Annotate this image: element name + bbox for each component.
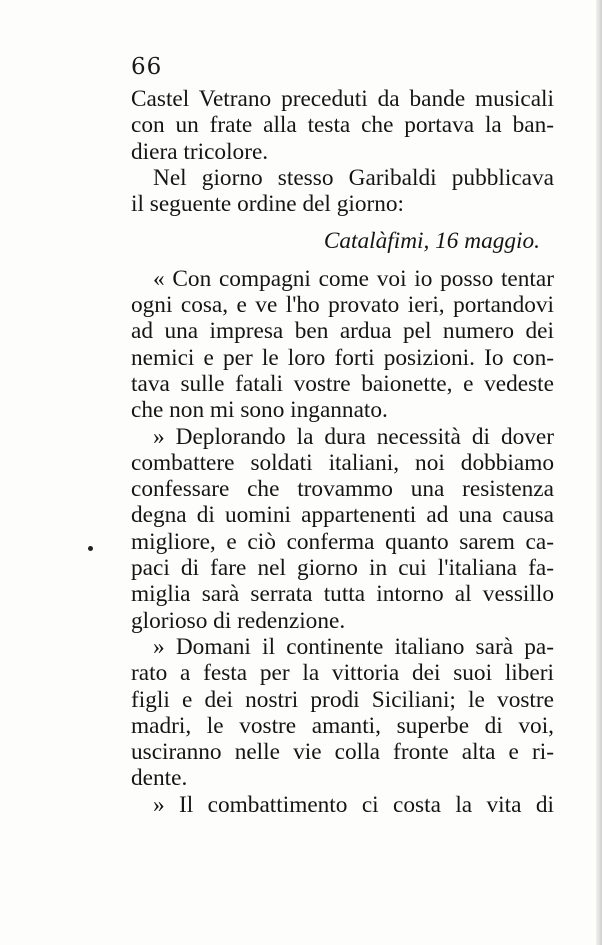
text-line: combattere soldati italiani, noi dobbiamo xyxy=(131,449,554,476)
text-line: « Con compagni come voi io posso tentar xyxy=(153,265,554,292)
page-number: 66 xyxy=(131,54,163,80)
text-line: » Il combattimento ci costa la vita di xyxy=(153,791,554,818)
ink-speck xyxy=(88,546,93,551)
text-line: diera tricolore. xyxy=(131,138,269,165)
text-line: nemici e per le loro forti posizioni. Io con- xyxy=(131,344,554,371)
text-line: ad una impresa ben ardua pel numero dei xyxy=(131,318,554,345)
dateline: Catalàfimi, 16 maggio. xyxy=(323,228,540,255)
text-line: degna di uomini appartenenti ad una causa xyxy=(131,502,554,529)
text-line: che non mi sono ingannato. xyxy=(131,397,388,424)
text-line: Nel giorno stesso Garibaldi pubblicava xyxy=(153,164,554,191)
text-line: Castel Vetrano preceduti da bande musicali xyxy=(131,86,554,112)
text-line: ogni cosa, e ve l'ho provato ieri, portandovi xyxy=(131,292,554,319)
text-line: glorioso di redenzione. xyxy=(131,607,346,634)
text-line: usciranno nelle vie colla fronte alta e ri- xyxy=(131,739,554,766)
text-line: tava sulle fatali vostre baionette, e vedeste xyxy=(131,370,554,397)
page-edge-shadow xyxy=(596,0,602,945)
text-line: rato a festa per la vittoria dei suoi liberi xyxy=(131,660,554,687)
text-line: con un frate alla testa che portava la ban- xyxy=(131,112,554,139)
text-line: » Deplorando la dura necessità di dover xyxy=(153,423,554,450)
text-line: paci di fare nel giorno in cui l'italiana fa- xyxy=(131,555,554,582)
text-line: figli e dei nostri prodi Siciliani; le vostre xyxy=(131,686,554,713)
text-line: » Domani il continente italiano sarà pa- xyxy=(153,633,554,660)
text-line: confessare che trovammo una resistenza xyxy=(131,476,554,503)
text-line: migliore, e ciò conferma quanto sarem ca- xyxy=(131,528,554,555)
text-line: dente. xyxy=(131,765,188,792)
text-line: miglia sarà serrata tutta intorno al vessillo xyxy=(131,581,554,608)
page-body-text xyxy=(131,86,554,818)
text-line: il seguente ordine del giorno: xyxy=(131,191,405,218)
text-line: madri, le vostre amanti, superbe di voi, xyxy=(131,712,554,739)
